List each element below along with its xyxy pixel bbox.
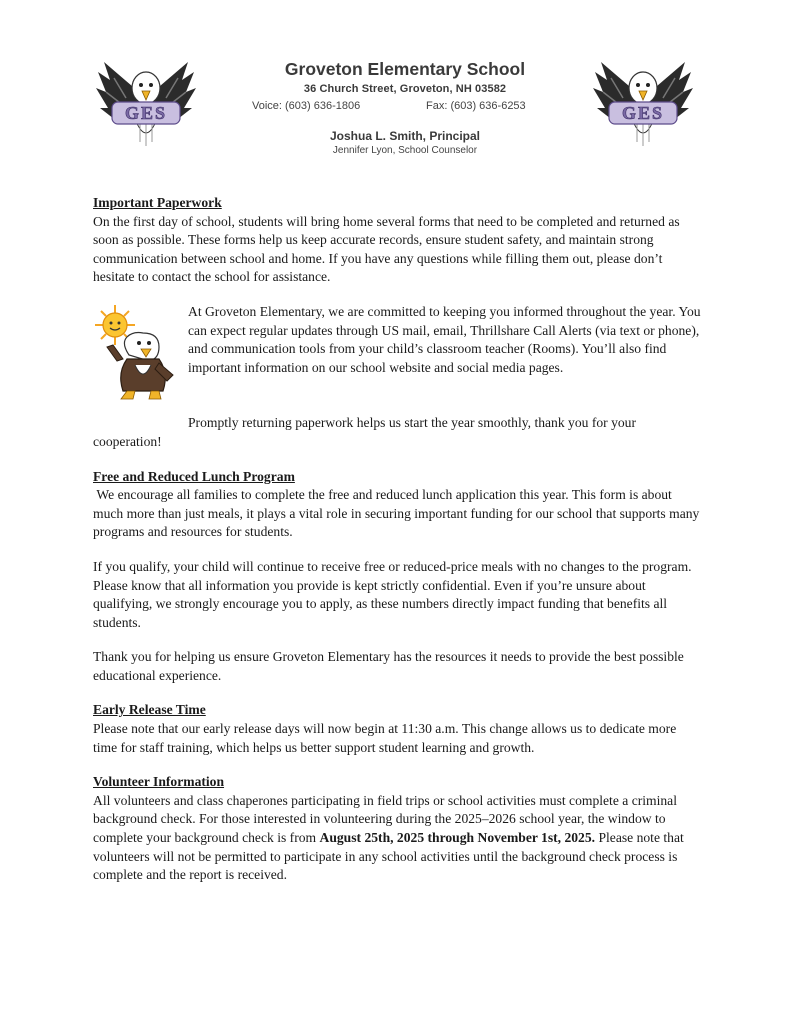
section-gap xyxy=(93,542,703,558)
svg-text:GES: GES xyxy=(621,103,665,123)
phone-row xyxy=(230,98,580,114)
lunch-paragraph-3: Thank you for helping us ensure Groveton Elementary has the resources it needs to provide the best possible educational experience. xyxy=(93,649,684,683)
volunteer-text-start: All volunteers and class chaperones participating in field trips or school activities must complete a criminal background check. For those interested in volunteering during the 2025–2026 school year, the window to complete your background check is from xyxy=(93,792,677,846)
volunteer-paragraph xyxy=(93,792,703,885)
section-gap xyxy=(93,632,703,648)
fax-number: Fax: (603) 636-6253 xyxy=(426,100,526,112)
svg-text:GES: GES xyxy=(124,103,168,123)
paperwork-paragraph-2: At Groveton Elementary, we are committed to keeping you informed throughout the year. You can expect regular updates through US mail, email, Thrillshare Call Alerts (via text or phone), and communication tools from your child’s classroom teacher (Rooms). You’ll also find important information on our school website and social media pages. xyxy=(188,303,701,375)
voice-number: Voice: (603) 636-1806 xyxy=(252,100,361,112)
letter-body xyxy=(93,194,703,885)
heading-early-release: Early Release Time xyxy=(93,702,206,718)
section-gap xyxy=(93,757,703,773)
early-release-paragraph: Please note that our early release days will now begin at 11:30 a.m. This change allows us to dedicate more time for staff training, which helps us better support student learning and growth. xyxy=(93,721,677,755)
eagle-mascot-sun-icon xyxy=(93,303,177,403)
background-check-dates: August 25th, 2025 through November 1st, 2025. xyxy=(319,830,596,846)
eagle-logo-right-icon xyxy=(593,58,693,152)
heading-important-paperwork: Important Paperwork xyxy=(93,195,222,210)
counselor-name: Jennifer Lyon, School Counselor xyxy=(332,145,478,156)
lunch-paragraph-2: If you qualify, your child will continue to receive free or reduced-price meals with no changes to the program. Please know that all information you provide is kept strictly confidential. Even if you’re unsure about qualifying, we strongly encourage you to apply, as these numbers directly impact funding that benefits all students. xyxy=(93,558,692,630)
section-gap xyxy=(93,685,703,701)
school-address: 36 Church Street, Groveton, NH 03582 xyxy=(303,83,507,95)
lunch-paragraph-1: We encourage all families to complete the free and reduced lunch application this year. This form is about much more than just meals, it plays a vital role in securing important funding for our school that supports many programs and resources for students. xyxy=(93,487,703,540)
letterhead xyxy=(230,58,580,158)
paperwork-paragraph-3: Promptly returning paperwork helps us start the year smoothly, thank you for your cooperation! xyxy=(93,415,637,449)
school-name: Groveton Elementary School xyxy=(284,59,526,79)
paperwork-paragraph-1: On the first day of school, students will bring home several forms that need to be completed and returned as soon as possible. These forms help us keep accurate records, ensure student safety, and maintain strong communication between school and home. If you have any questions while filling them out, please don’t hesitate to contact the school for assistance. xyxy=(93,213,680,285)
principal-name: Joshua L. Smith, Principal xyxy=(329,129,481,143)
heading-volunteer-information: Volunteer Information xyxy=(93,774,225,790)
section-gap xyxy=(93,452,703,468)
mascot-block xyxy=(93,303,703,452)
heading-free-reduced-lunch: Free and Reduced Lunch Program xyxy=(93,468,295,484)
eagle-logo-left-icon xyxy=(96,58,196,152)
volunteer-text-end: Please note that volunteers will not be permitted to participate in any school activities until the background check process is complete and the report is received. xyxy=(93,830,684,883)
mascot-spacer xyxy=(93,377,703,414)
